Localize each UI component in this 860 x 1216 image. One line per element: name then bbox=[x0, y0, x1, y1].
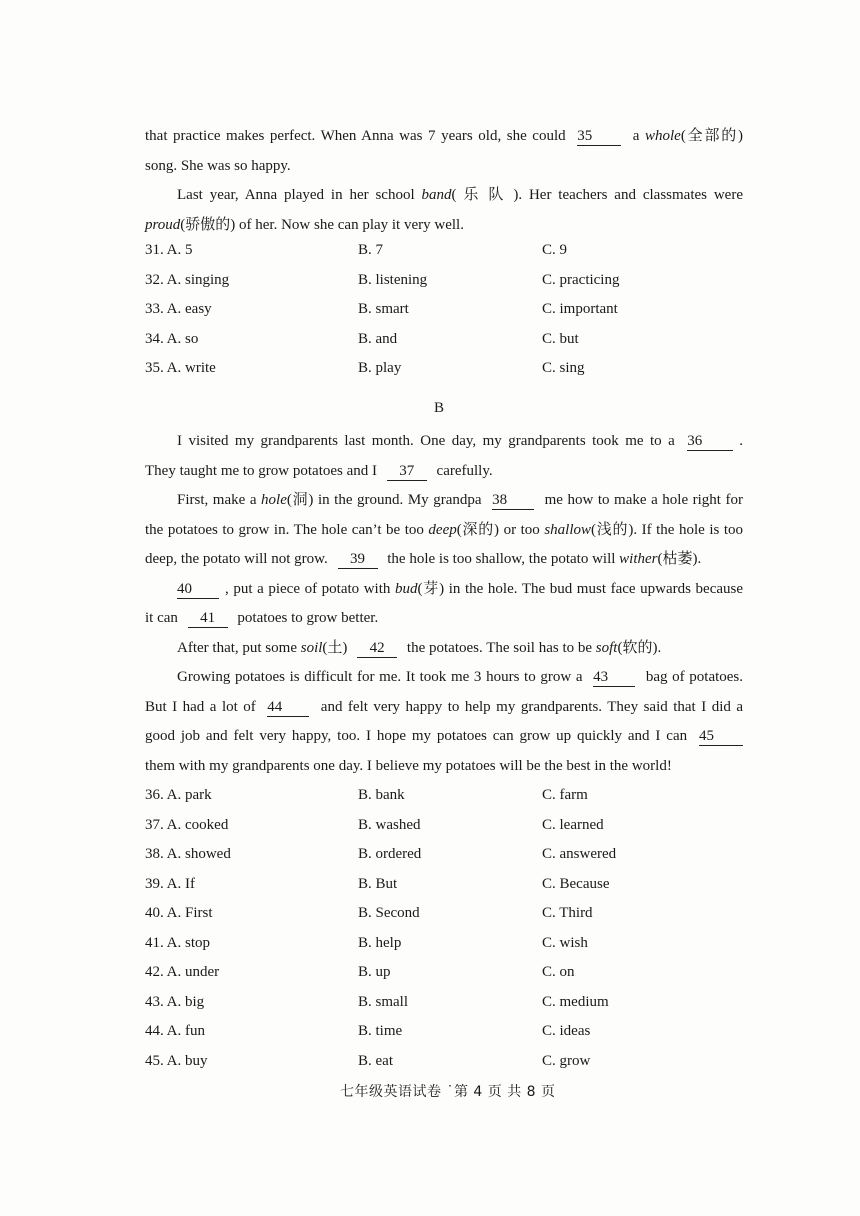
gloss: (芽) in the hole. The bud must face upwards because bbox=[417, 580, 744, 597]
option-row bbox=[145, 295, 745, 325]
vocab-word: band bbox=[421, 187, 452, 203]
gloss: (枯萎). bbox=[657, 551, 702, 567]
option-c: C. important bbox=[542, 301, 618, 317]
passage-line bbox=[145, 122, 743, 152]
passage-line bbox=[145, 722, 743, 752]
option-row bbox=[145, 929, 745, 959]
passage-line: song. She was so happy. bbox=[145, 157, 291, 174]
option-a: 38. A. showed bbox=[145, 846, 231, 862]
passage-line bbox=[145, 634, 743, 664]
option-row bbox=[145, 870, 745, 900]
text: First, make a bbox=[177, 492, 257, 508]
option-a: 35. A. write bbox=[145, 360, 216, 376]
option-c: C. 9 bbox=[542, 242, 568, 258]
text: deep, the potato will not grow. bbox=[145, 551, 328, 567]
passage-line bbox=[145, 427, 743, 457]
passage-line bbox=[145, 516, 743, 546]
gloss: (浅的). If the hole is too bbox=[591, 521, 744, 538]
option-c: C. wish bbox=[542, 934, 588, 951]
passage-line: them with my grandparents one day. I believe my potatoes will be the best in the world! bbox=[145, 757, 672, 774]
option-b: B. bank bbox=[358, 787, 405, 803]
option-b: B. washed bbox=[358, 816, 421, 833]
option-a: 44. A. fun bbox=[145, 1023, 205, 1039]
text: the hole is too shallow, the potato will bbox=[387, 551, 616, 567]
blank-45: 45 bbox=[699, 727, 743, 746]
option-a: 33. A. easy bbox=[145, 301, 212, 317]
passage-line bbox=[145, 181, 743, 211]
text: . bbox=[739, 433, 743, 449]
option-c: C. farm bbox=[542, 787, 588, 803]
option-a: 32. A. singing bbox=[145, 271, 230, 288]
passage-b bbox=[145, 427, 743, 781]
gloss: (软的). bbox=[617, 639, 662, 656]
option-b: B. and bbox=[358, 330, 398, 347]
option-b: B. listening bbox=[358, 271, 428, 288]
option-c: C. but bbox=[542, 330, 579, 347]
blank-40: 40 bbox=[177, 580, 219, 599]
text: Growing potatoes is difficult for me. It took me 3 hours to grow a bbox=[177, 669, 583, 685]
blank-43: 43 bbox=[593, 668, 635, 687]
option-a: 31. A. 5 bbox=[145, 242, 193, 258]
option-b: B. time bbox=[358, 1023, 403, 1039]
vocab-word: hole bbox=[261, 492, 287, 508]
option-row bbox=[145, 811, 745, 841]
text: Last year, Anna played in her school bbox=[177, 187, 415, 203]
blank-44: 44 bbox=[267, 698, 309, 717]
option-a: 36. A. park bbox=[145, 787, 212, 803]
passage-line bbox=[145, 486, 743, 516]
passage-line bbox=[145, 693, 743, 723]
option-c: C. Third bbox=[542, 905, 593, 921]
text: carefully. bbox=[436, 462, 493, 479]
option-c: C. practicing bbox=[542, 271, 620, 288]
option-b: B. But bbox=[358, 875, 398, 892]
option-row bbox=[145, 266, 745, 296]
gloss: (洞) in the ground. My grandpa bbox=[286, 492, 482, 508]
gloss: (土) bbox=[322, 639, 348, 656]
blank-36: 36 bbox=[687, 432, 733, 451]
vocab-word: proud bbox=[145, 216, 181, 233]
gloss: ( 乐 队 ). Her teachers and classmates were bbox=[451, 187, 743, 203]
text: potatoes to grow better. bbox=[237, 610, 379, 626]
option-row bbox=[145, 1047, 745, 1077]
text: bag of potatoes. bbox=[645, 669, 744, 685]
vocab-word: shallow bbox=[544, 521, 591, 538]
option-b: B. small bbox=[358, 993, 409, 1010]
option-row bbox=[145, 1017, 745, 1047]
option-b: B. ordered bbox=[358, 846, 422, 862]
text: good job and felt very happy, too. I hope my potatoes can grow up quickly and I can bbox=[145, 728, 688, 744]
blank-35: 35 bbox=[577, 127, 621, 146]
passage-line bbox=[145, 604, 743, 634]
option-row bbox=[145, 354, 745, 384]
option-a: 42. A. under bbox=[145, 964, 220, 980]
blank-39: 39 bbox=[338, 550, 378, 569]
vocab-word: whole bbox=[645, 128, 681, 144]
options-a bbox=[145, 236, 745, 384]
vocab-word: soft bbox=[595, 639, 618, 656]
option-b: B. help bbox=[358, 934, 402, 951]
text: (骄傲的) of her. Now she can play it very well. bbox=[180, 216, 464, 233]
text: , put a piece of potato with bbox=[225, 580, 391, 597]
text: the potatoes. The soil has to be bbox=[406, 639, 593, 656]
option-c: C. grow bbox=[542, 1052, 591, 1069]
text: that practice makes perfect. When Anna was 7 years old, she could bbox=[145, 128, 566, 144]
option-b: B. up bbox=[358, 964, 391, 980]
options-b bbox=[145, 781, 745, 1076]
option-c: C. answered bbox=[542, 846, 617, 862]
vocab-word: soil bbox=[300, 639, 323, 656]
option-a: 39. A. If bbox=[145, 875, 195, 892]
passage-a-ending bbox=[145, 122, 743, 240]
option-b: B. smart bbox=[358, 301, 409, 317]
text: and felt very happy to help my grandparents. They said that I did a bbox=[320, 698, 744, 715]
option-row bbox=[145, 958, 745, 988]
passage-line bbox=[145, 663, 743, 693]
vocab-word: bud bbox=[395, 580, 418, 597]
option-row bbox=[145, 236, 745, 266]
option-c: C. medium bbox=[542, 993, 609, 1010]
passage-line bbox=[145, 545, 743, 575]
passage-line bbox=[145, 457, 743, 487]
vocab-word: wither bbox=[619, 551, 658, 567]
option-row bbox=[145, 781, 745, 811]
option-a: 37. A. cooked bbox=[145, 816, 229, 833]
vocab-word: deep bbox=[428, 521, 457, 538]
text: I visited my grandparents last month. One day, my grandparents took me to a bbox=[177, 433, 675, 449]
passage-line bbox=[145, 575, 743, 605]
page-footer: 七年级英语试卷 ˙第 4 页 共 8 页 bbox=[340, 1084, 556, 1100]
text: They taught me to grow potatoes and I bbox=[145, 462, 378, 479]
gloss: (全部的) bbox=[680, 128, 744, 144]
gloss: (深的) or too bbox=[456, 521, 540, 538]
option-a: 45. A. buy bbox=[145, 1052, 208, 1069]
text: me how to make a hole right for bbox=[544, 492, 743, 508]
option-a: 40. A. First bbox=[145, 905, 213, 921]
option-a: 43. A. big bbox=[145, 993, 205, 1010]
option-a: 34. A. so bbox=[145, 330, 199, 347]
blank-42: 42 bbox=[357, 639, 397, 658]
option-c: C. on bbox=[542, 964, 575, 980]
text: the potatoes to grow in. The hole can’t be too bbox=[145, 521, 424, 538]
text: it can bbox=[145, 610, 178, 626]
blank-37: 37 bbox=[387, 462, 427, 481]
option-a: 41. A. stop bbox=[145, 934, 211, 951]
option-c: C. Because bbox=[542, 875, 610, 892]
option-b: B. 7 bbox=[358, 242, 384, 258]
option-row bbox=[145, 988, 745, 1018]
text: But I had a lot of bbox=[145, 698, 256, 715]
option-b: B. eat bbox=[358, 1052, 393, 1069]
text: a bbox=[632, 128, 640, 144]
section-b-heading: B bbox=[434, 400, 445, 416]
text: After that, put some bbox=[177, 639, 297, 656]
option-c: C. ideas bbox=[542, 1023, 591, 1039]
option-row bbox=[145, 899, 745, 929]
option-b: B. Second bbox=[358, 905, 420, 921]
option-c: C. sing bbox=[542, 360, 585, 376]
option-row bbox=[145, 325, 745, 355]
option-b: B. play bbox=[358, 360, 402, 376]
option-c: C. learned bbox=[542, 816, 604, 833]
blank-38: 38 bbox=[492, 491, 534, 510]
option-row bbox=[145, 840, 745, 870]
blank-41: 41 bbox=[188, 609, 228, 628]
